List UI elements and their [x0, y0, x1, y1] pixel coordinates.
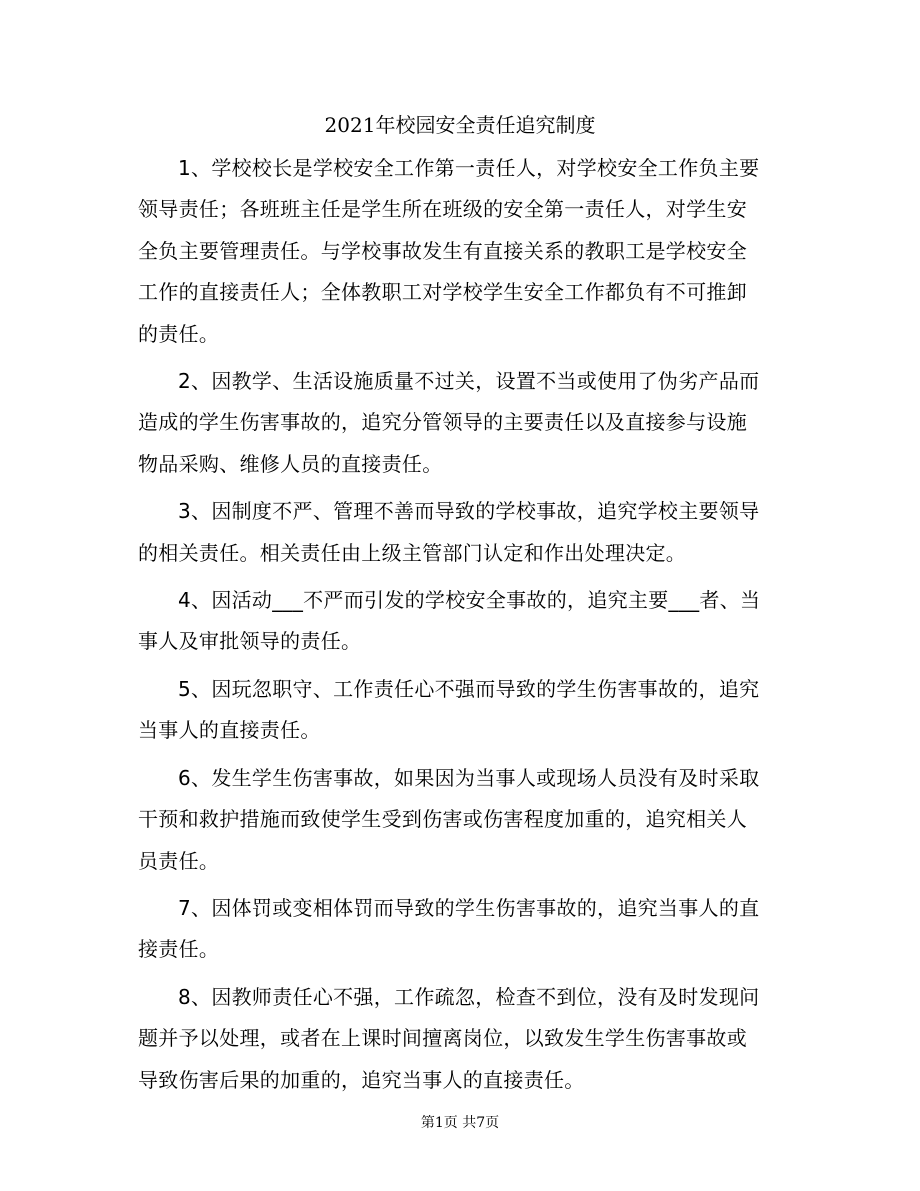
paragraph-line: 事人及审批领导的责任。 — [138, 629, 362, 654]
paragraph-line: 8、因教师责任心不强，工作疏忽，检查不到位，没有及时发现问 — [178, 984, 760, 1009]
paragraph-line: 的相关责任。相关责任由上级主管部门认定和作出处理决定。 — [138, 540, 687, 565]
paragraph-line: 6、发生学生伤害事故，如果因为当事人或现场人员没有及时采取 — [178, 765, 760, 790]
paragraph-line: 7、因体罚或变相体罚而导致的学生伤害事故的，追究当事人的直 — [178, 895, 760, 920]
paragraph-3 — [138, 491, 788, 574]
paragraph-line: 当事人的直接责任。 — [138, 718, 321, 743]
paragraph-2 — [138, 361, 788, 485]
paragraph-line: 接责任。 — [138, 937, 220, 962]
paragraph-line: 2、因教学、生活设施质量不过关，设置不当或使用了伪劣产品而 — [178, 369, 760, 394]
paragraph-line: 全负主要管理责任。与学校事故发生有直接关系的教职工是学校安全 — [138, 238, 747, 263]
paragraph-8 — [138, 977, 788, 1101]
paragraph-line: 导致伤害后果的加重的，追究当事人的直接责任。 — [138, 1067, 585, 1092]
paragraph-line: 题并予以处理，或者在上课时间擅离岗位，以致发生学生伤害事故或 — [138, 1026, 747, 1051]
paragraph-6 — [138, 758, 788, 882]
paragraph-line: 的责任。 — [138, 321, 220, 346]
paragraph-line: 干预和救护措施而致使学生受到伤害或伤害程度加重的，追究相关人 — [138, 807, 747, 832]
paragraph-line: 1、学校校长是学校安全工作第一责任人，对学校安全工作负主要 — [178, 156, 760, 180]
paragraph-line: 领导责任；各班班主任是学生所在班级的安全第一责任人，对学生安 — [138, 197, 747, 222]
paragraph-line: 造成的学生伤害事故的，追究分管领导的主要责任以及直接参与设施 — [138, 410, 747, 435]
paragraph-1 — [138, 148, 788, 355]
paragraph-line: 3、因制度不严、管理不善而导致的学校事故，追究学校主要领导 — [178, 499, 760, 524]
page-number-footer: 第1页 共7页 — [420, 1115, 500, 1131]
document-title: 2021年校园安全责任追究制度 — [324, 113, 596, 137]
paragraph-line: 物品采购、维修人员的直接责任。 — [138, 451, 443, 476]
paragraph-line: 工作的直接责任人；全体教职工对学校学生安全工作都负有不可推卸 — [138, 280, 747, 305]
paragraph-line: 4、因活动___不严而引发的学校安全事故的，追究主要___者、当 — [178, 588, 761, 613]
document-body — [138, 148, 788, 1107]
paragraph-5 — [138, 669, 788, 752]
paragraph-line: 5、因玩忽职守、工作责任心不强而导致的学生伤害事故的，追究 — [178, 676, 760, 701]
paragraph-7 — [138, 888, 788, 971]
paragraph-line: 员责任。 — [138, 848, 220, 873]
paragraph-4 — [138, 580, 788, 663]
